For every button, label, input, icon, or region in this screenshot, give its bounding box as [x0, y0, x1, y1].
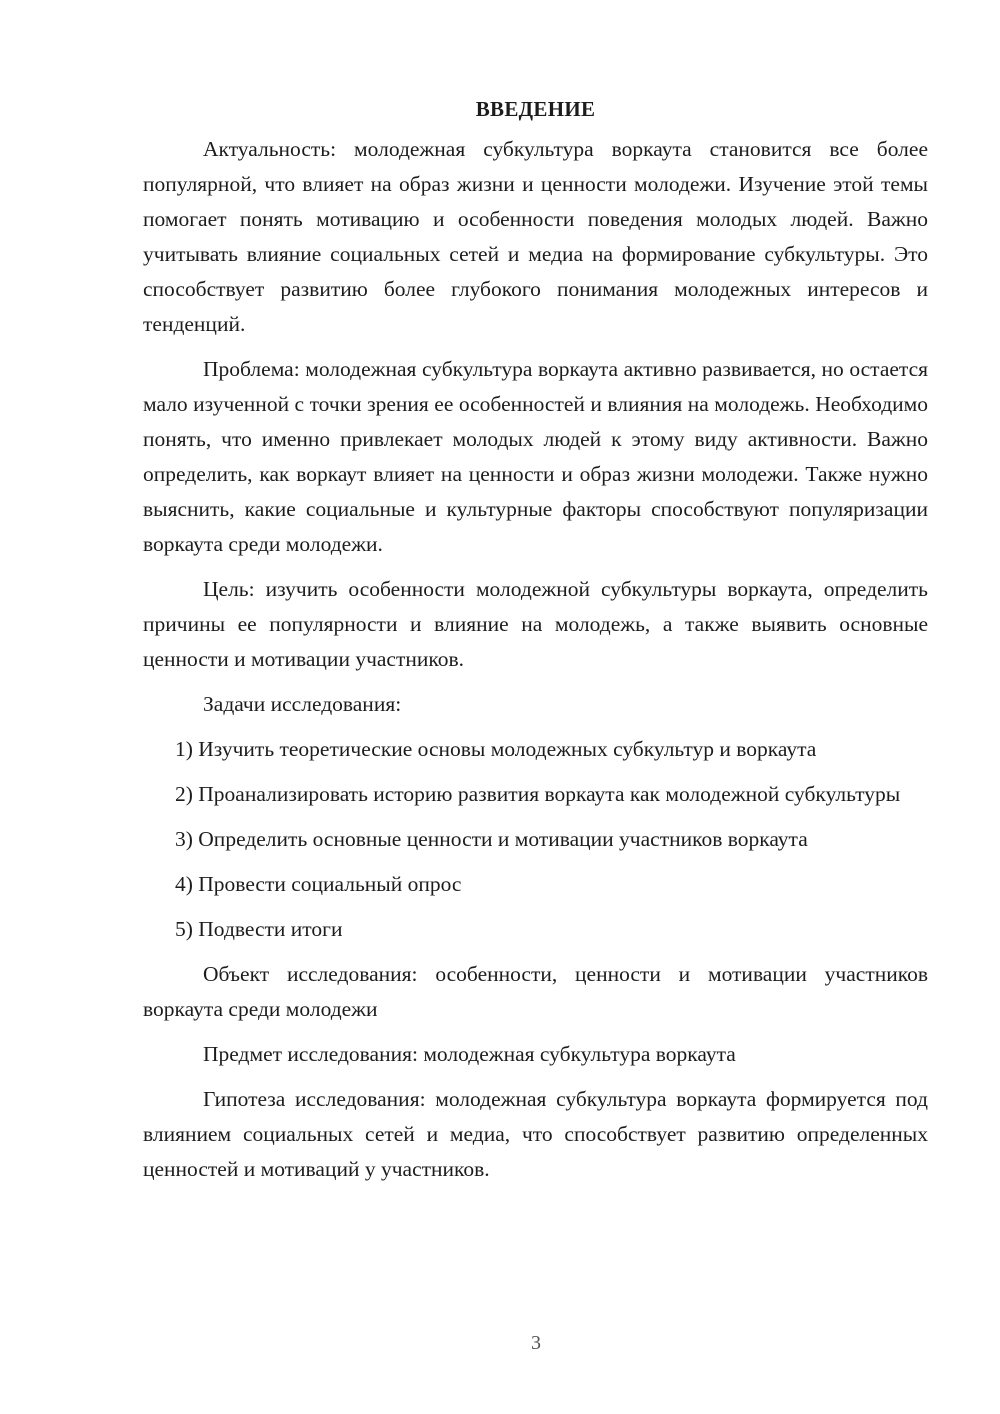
task-item: 1) Изучить теоретические основы молодежных субкультур и воркаута [175, 737, 817, 761]
task-item: 3) Определить основные ценности и мотивации участников воркаута [175, 827, 808, 851]
page-content [143, 94, 928, 1197]
goal-paragraph: Цель: изучить особенности молодежной субкультуры воркаута, определить причины ее популярности и влияние на молодежь, а также выявить основные ценности и мотивации участников. [143, 577, 928, 671]
page-title: ВВЕДЕНИЕ [475, 97, 596, 121]
problem-paragraph: Проблема: молодежная субкультура воркаута активно развивается, но остается мало изученной с точки зрения ее особенностей и влияния на молодежь. Необходимо понять, что именно привлекает молодых людей к этому виду активности. Важно определить, как воркаут влияет на ценности и образ жизни молодежи. Также нужно выяснить, какие социальные и культурные факторы способствуют популяризации воркаута среди молодежи. [143, 357, 928, 556]
page-number: 3 [531, 1332, 541, 1354]
tasks-heading: Задачи исследования: [203, 692, 402, 716]
task-item: 2) Проанализировать историю развития воркаута как молодежной субкультуры [175, 782, 901, 806]
object-paragraph: Объект исследования: особенности, ценности и мотивации участников воркаута среди молодежи [143, 962, 928, 1021]
hypothesis-paragraph: Гипотеза исследования: молодежная субкультура воркаута формируется под влиянием социальных сетей и медиа, что способствует развитию определенных ценностей и мотиваций у участников. [143, 1087, 928, 1181]
task-item: 4) Провести социальный опрос [175, 872, 462, 896]
task-item: 5) Подвести итоги [175, 917, 343, 941]
subject-paragraph: Предмет исследования: молодежная субкультура воркаута [203, 1042, 736, 1066]
relevance-paragraph: Актуальность: молодежная субкультура воркаута становится все более популярной, что влияет на образ жизни и ценности молодежи. Изучение этой темы помогает понять мотивацию и особенности поведения молодых людей. Важно учитывать влияние социальных сетей и медиа на формирование субкультуры. Это способствует развитию более глубокого понимания молодежных интересов и тенденций. [143, 137, 928, 336]
